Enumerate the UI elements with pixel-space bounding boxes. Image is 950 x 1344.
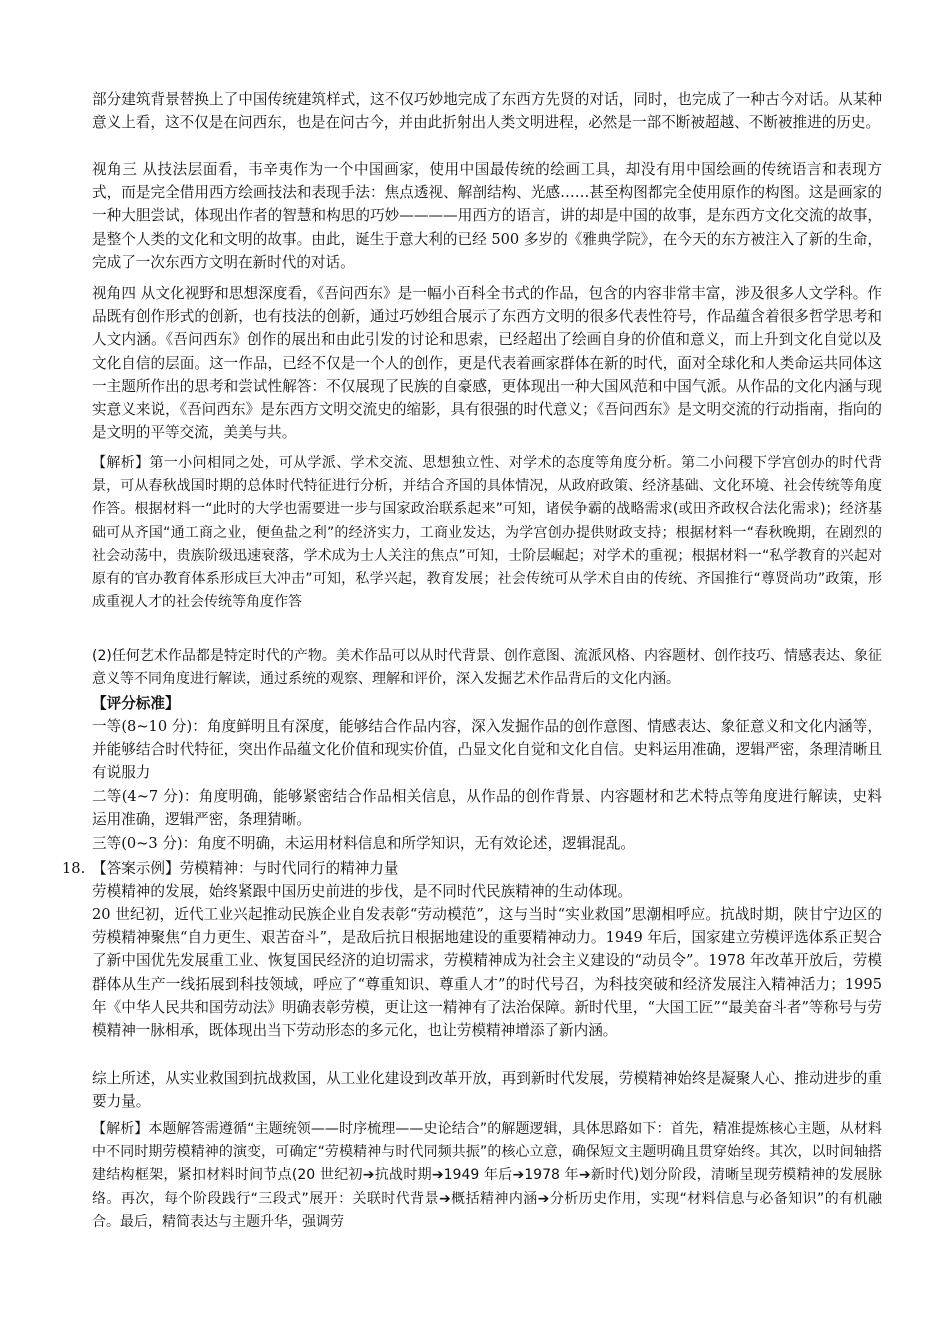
scoring-tier-two: 二等(4~7 分)：角度明确，能够紧密结合作品相关信息，从作品的创作背景、内容题材和艺术特点等角度进行解读，史料运用准确，逻辑严密，条理猜晰。 (92, 788, 882, 829)
paragraph-art-interpretation: (2)任何艺术作品都是特定时代的产物。美术作品可以从时代背景、创作意图、流派风格、内容题材、创作技巧、情感表达、象征意义等不同角度进行解读，通过系统的观察、理解和评价，深入发掘艺术作品背后的文化内涵。 (92, 648, 882, 688)
paragraph-analysis-q18: 【解析】本题解答需遵循“主题统领——时序梳理——史论结合”的解题逻辑，具体思路如下：首先，精准提炼核心主题，从材料中不同时期劳模精神的演变，可确定“劳模精神与时代同频共振”的核心立意，确保短文主题明确且贯穿始终。其次，以时间轴搭建结构框架，紧扣材料时间节点(20 世纪初➔抗战时期➔1949 年后➔1978 年➔新时代)划分阶段，清晰呈现劳模精神的发展脉络。再次，每个阶段践行“三段式”展开：关联时代背景➔概括精神内涵➔分析历史作用，实现“材料信息与必备知识”的有机融合。最后，精简表达与主题升华，强调劳 (92, 1121, 882, 1230)
question-number: 18. (62, 860, 86, 877)
paragraph-intro: 劳模精神的发展，始终紧跟中国历史前进的步伐，是不同时代民族精神的生动体现。 (92, 883, 632, 900)
paragraph-history-development: 20 世纪初，近代工业兴起推动民族企业自发表彰“劳动模范”，这与当时“实业救国”思潮相呼应。抗战时期，陕甘宁边区的劳模精神聚焦“自力更生、艰苦奋斗”，是敌后抗日根据地建设的重要精神动力。1949 年后，国家建立劳模评选体系正契合了新中国优先发展重工业、恢复国民经济的迫切需求，劳模精神成为社会主义建设的“动员令”。1978 年改革开放后，劳模群体从生产一线拓展到科技领域，呼应了“尊重知识、尊重人才”的时代号召，为科技突破和经济发展注入精神活力；1995 年《中华人民共和国劳动法》明确表彰劳模，更让这一精神有了法治保障。新时代里，“大国工匠”“最美奋斗者”等称号与劳模精神一脉相承，既体现出当下劳动形态的多元化，也让劳模精神增添了新内涵。 (92, 906, 882, 1040)
paragraph-perspective-three: 视角三 从技法层面看，韦辛夷作为一个中国画家，使用中国最传统的绘画工具，却没有用中国绘画的传统语言和表现方式，而是完全借用西方绘画技法和表现手法：焦点透视、解剖结构、光感……甚至构图都完全使用原作的构图。这是画家的一种大胆尝试，体现出作者的智慧和构思的巧妙————用西方的语言，讲的却是中国的故事，是东西方文化交流的故事，是整个人类的文化和文明的故事。由此，诞生于意大利的已经 500 多岁的《雅典学院》，在今天的东方被注入了新的生命，完成了一次东西方文明在新时代的对话。 (92, 161, 882, 271)
scoring-tier-one: 一等(8~10 分)：角度鲜明且有深度，能够结合作品内容，深入发掘作品的创作意图、情感表达、象征意义和文化内涵等，并能够结合时代特征，突出作品蕴文化价值和现实价值，凸显文化自觉和文化自信。史料运用准确，逻辑严密，条理清晰且有说服力 (92, 718, 882, 782)
paragraph-analysis-q1: 【解析】第一小问相同之处，可从学派、学术交流、思想独立性、对学术的态度等角度分析。第二小问稷下学宫创办的时代背景，可从春秋战国时期的总体时代特征进行分析，并结合齐国的具体情况，从政府政策、经济基础、文化环境、社会传统等角度作答。根据材料一“此时的大学也需要进一步与国家政治联系起来”可知，诸侯争霸的战略需求(或田齐政权合法化需求)；经济基础可从齐国“通工商之业，便鱼盐之利”的经济实力，工商业发达，为学宫创办提供财政支持；根据材料一“春秋晚期，在剧烈的社会动荡中，贵族阶级迅速衰落，学术成为士人关注的焦点”可知，士阶层崛起；对学术的重视；根据材料一“私学教育的兴起对原有的官办教育体系形成巨大冲击”可知，私学兴起，教育发展；社会传统可从学术自由的传统、齐国推行“尊贤尚功”政策，形成重视人才的社会传统等角度作答 (92, 455, 882, 611)
paragraph-perspective-four: 视角四 从文化视野和思想深度看，《吾问西东》是一幅小百科全书式的作品，包含的内容非常丰富，涉及很多人文学科。作品既有创作形式的创新，也有技法的创新，通过巧妙组合展示了东西方文明的很多代表性符号，作品蕴含着很多哲学思考和人文内涵。《吾问西东》创作的展出和由此引发的讨论和思索，已经超出了绘画自身的价值和意义，而上升到文化自觉以及文化自信的层面。这一作品，已经不仅是一个人的创作，更是代表着画家群体在新的时代，面对全球化和人类命运共同体这一主题所作出的思考和尝试性解答：不仅展现了民族的自豪感，更体现出一种大国风范和中国气派。从作品的文化内涵与现实意义来说，《吾问西东》是东西方文明交流史的缩影，具有很强的时代意义；《吾问西东》是文明交流的行动指南，指向的是文明的平等交流，美美与共。 (92, 285, 882, 442)
answer-example-heading: 【答案示例】劳模精神：与时代同行的精神力量 (92, 860, 399, 877)
paragraph-architecture-dialogue: 部分建筑背景替换上了中国传统建筑样式，这不仅巧妙地完成了东西方先贤的对话，同时，也完成了一种古今对话。从某种意义上看，这不仅是在问西东，也是在问古今，并由此折射出人类文明进程，必然是一部不断被超越、不断被推进的历史。 (92, 91, 882, 132)
scoring-standard-heading: 【评分标准】 (92, 695, 180, 712)
paragraph-conclusion: 综上所述，从实业救国到抗战救国，从工业化建设到改革开放，再到新时代发展，劳模精神始终是凝聚人心、推动进步的重要力量。 (92, 1070, 882, 1111)
scoring-tier-three: 三等(0~3 分)：角度不明确，未运用材料信息和所学知识，无有效论述，逻辑混乱。 (92, 835, 636, 852)
